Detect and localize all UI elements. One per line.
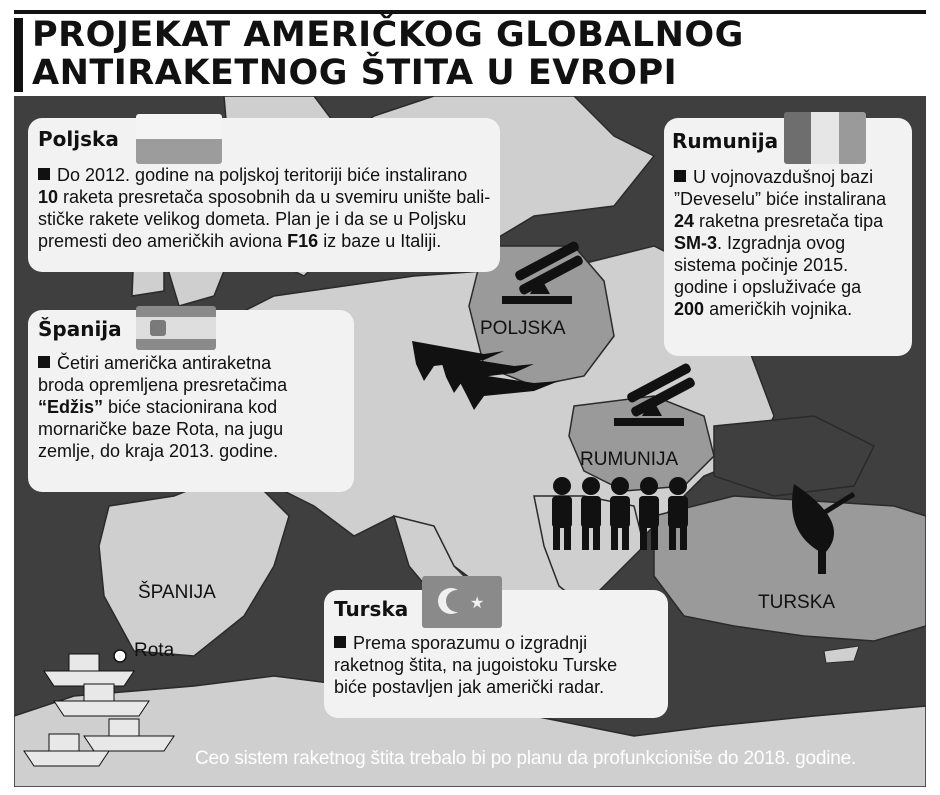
europe-map <box>14 96 926 787</box>
card-rumunija-text-3: raketna presretača tipa <box>699 211 884 231</box>
title-accent-bar <box>14 18 23 92</box>
card-rumunija <box>664 118 912 356</box>
card-poljska-number: 10 <box>38 187 59 207</box>
poland-flag-icon <box>136 114 222 164</box>
card-spanija-text-2: broda opremljena presretačima <box>38 375 288 395</box>
card-poljska-text-1: Do 2012. godine na poljskoj teritoriji biće instalirano <box>57 165 468 185</box>
card-poljska <box>28 118 500 272</box>
card-spanija-edzis: “Edžis” <box>38 397 104 417</box>
card-spanija-text-1: Četiri američka antiraketna <box>57 353 272 373</box>
card-turska-text-1: Prema sporazumu o izgradnji <box>353 633 588 653</box>
bullet-square <box>334 636 346 648</box>
card-rumunija-number-200: 200 <box>674 299 705 319</box>
card-rumunija-text-2: ”Deveselu” biće instalirana <box>674 189 887 209</box>
card-poljska-text-4b: iz baze u Italiji. <box>323 231 442 251</box>
card-turska-heading: Turska <box>334 597 409 621</box>
romania-flag-icon <box>784 112 866 164</box>
map-label-turska: TURSKA <box>758 592 836 613</box>
card-rumunija-text-5: sistema počinje 2015. <box>674 255 849 275</box>
card-rumunija-number-24: 24 <box>674 211 695 231</box>
card-poljska-text-4a: premesti deo američkih aviona <box>38 231 283 251</box>
title-line-1: PROJEKAT AMERIČKOG GLOBALNOG <box>32 15 744 55</box>
card-spanija-text-5: zemlje, do kraja 2013. godine. <box>38 441 279 461</box>
card-turska-text-2: raketnog štita, na jugoistoku Turske <box>334 655 618 675</box>
page-title <box>32 16 922 92</box>
card-turska <box>324 590 668 718</box>
bullet-square <box>38 356 50 368</box>
card-poljska-text-3: stičke rakete velikog dometa. Plan je i da se u Poljsku <box>38 209 467 229</box>
bullet-square <box>674 170 686 182</box>
top-rule <box>14 10 926 14</box>
card-poljska-f16: F16 <box>287 231 319 251</box>
card-rumunija-text-7: američkih vojnika. <box>709 299 853 319</box>
card-rumunija-text-1: U vojnovazdušnoj bazi <box>693 167 874 187</box>
card-spanija-heading: Španija <box>38 317 122 341</box>
map-label-spanija: ŠPANIJA <box>138 582 216 603</box>
map-label-rota: Rota <box>134 640 175 661</box>
card-rumunija-text-6: godine i opsluživaće ga <box>674 277 862 297</box>
card-spanija <box>28 310 354 492</box>
card-rumunija-heading: Rumunija <box>672 129 779 153</box>
footer-note: Ceo sistem raketnog štita trebalo bi po planu da profunkcioniše do 2018. godine. <box>195 748 857 769</box>
card-poljska-heading: Poljska <box>38 127 119 151</box>
card-poljska-text-2: raketa presretača sposobnih da u svemiru unište bali- <box>63 187 491 207</box>
spain-flag-icon <box>136 306 216 350</box>
map-label-poljska: POLJSKA <box>480 318 566 339</box>
map-label-rumunija: RUMUNIJA <box>580 449 679 470</box>
card-rumunija-sm3: SM-3 <box>674 233 718 253</box>
turkey-flag-icon: ★ <box>422 576 502 628</box>
card-spanija-text-4: mornaričke baze Rota, na jugu <box>38 419 284 439</box>
title-line-2: ANTIRAKETNOG ŠTITA U EVROPI <box>32 53 678 93</box>
card-rumunija-text-4: . Izgradnja ovog <box>717 233 846 253</box>
bullet-square <box>38 168 50 180</box>
rota-dot <box>114 650 126 662</box>
card-turska-text-3: biće postavljen jak američki radar. <box>334 677 605 697</box>
card-spanija-text-3: biće stacionirana kod <box>108 397 278 417</box>
